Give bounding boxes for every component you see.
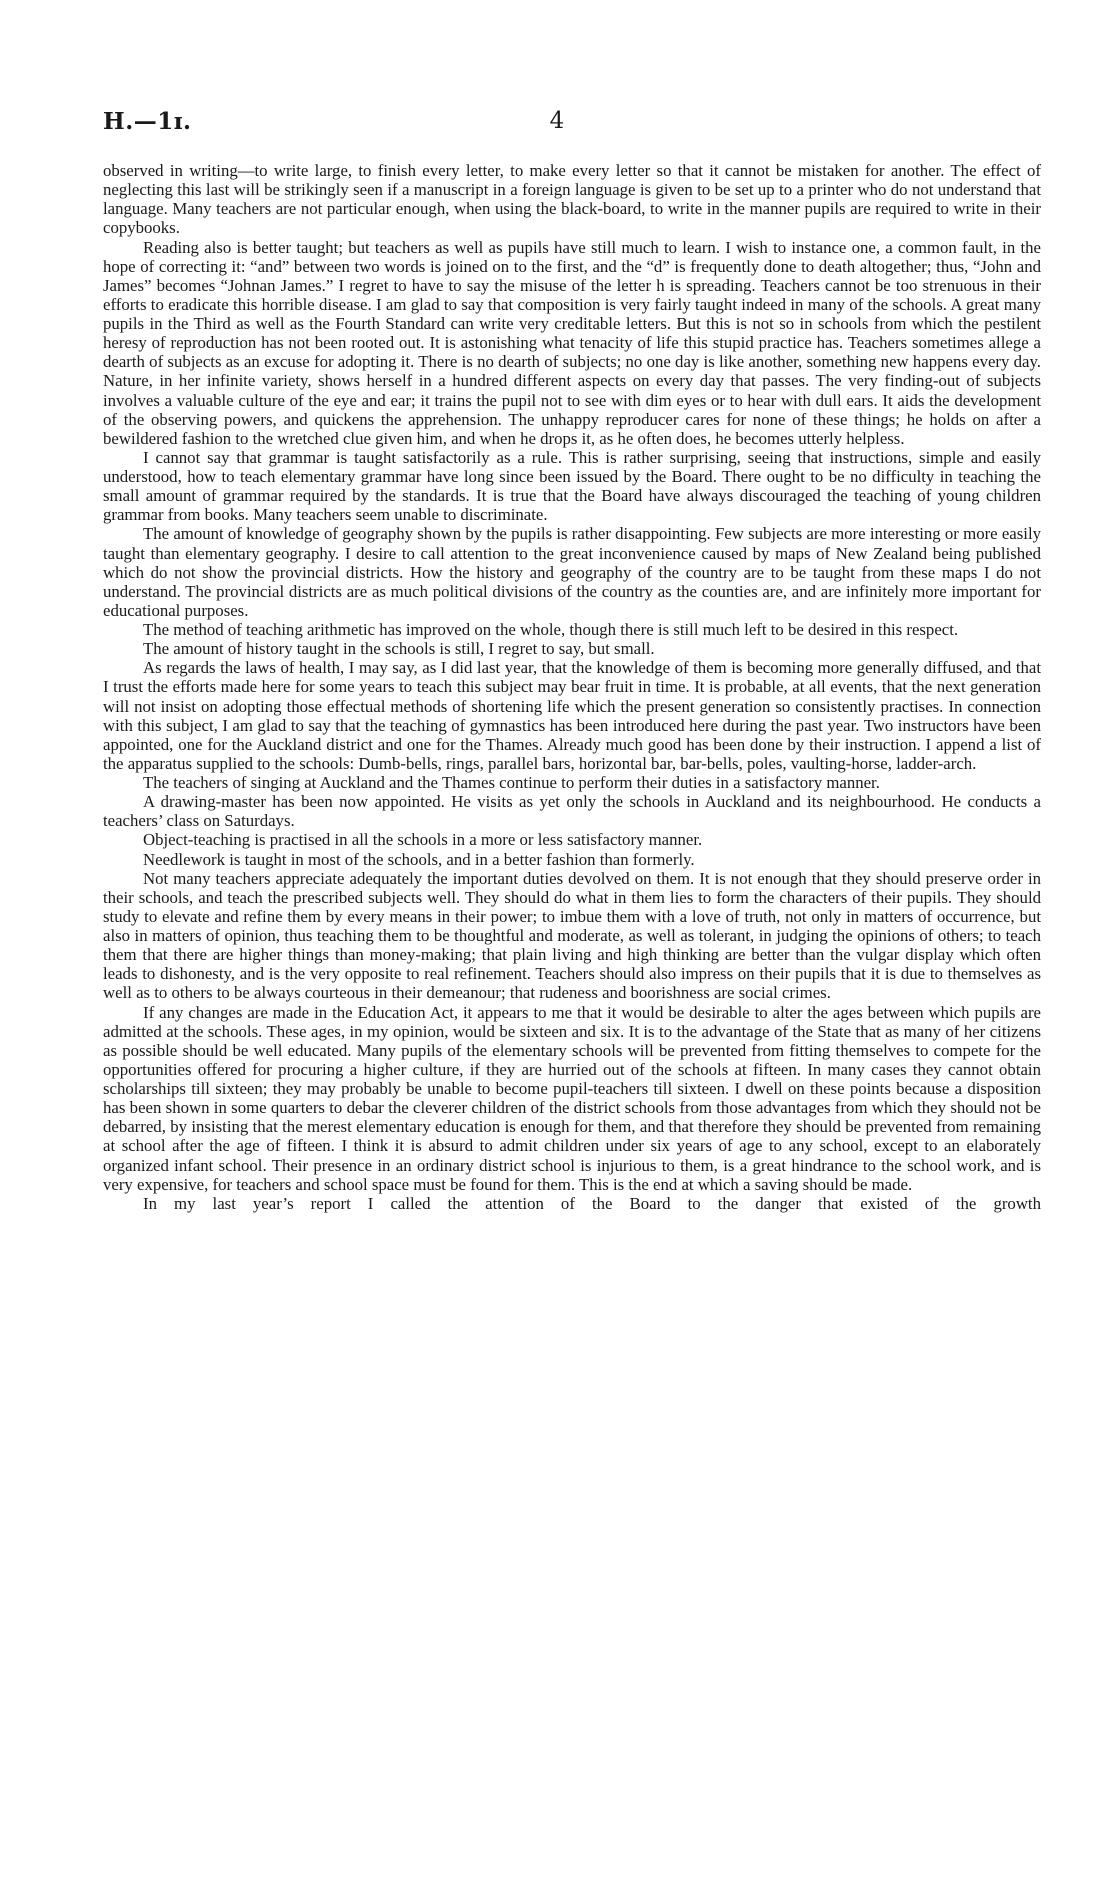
- paragraph-last-report: In my last year’s report I called the attention of the Board to the danger that existed of the growth: [143, 1193, 1041, 1213]
- paragraph-grammar: I cannot say that grammar is taught satisfactorily as a rule. This is rather surprising, seeing that instructions, simple and easily understood, how to teach elementary grammar have long since been issued by the Board. There ought to be no difficulty in teaching the small amount of grammar required by the standards. It is true that the Board have always discouraged the teaching of young children grammar from books. Many teachers seem unable to discriminate.: [103, 447, 1041, 525]
- page-number: 4: [549, 108, 565, 134]
- paragraph-teachers-duties: Not many teachers appreciate adequately the important duties devolved on them. It is not enough that they should preserve order in their schools, and teach the prescribed subjects well. They should do what in them lies to form the characters of their pupils. They should study to elevate and refine them by every means in their power; to imbue them with a love of truth, not only in matters of occurrence, but also in matters of opinion, thus teaching them to be thoughtful and moderate, as well as tolerant, in judging the opinions of others; to teach them that there are higher things than money-making; that plain living and high thinking are better than the vulgar display which often leads to dishonesty, and is the very opposite to real refinement. Teachers should also impress on their pupils that it is due to themselves as well as to others to be always courteous in their demeanour; that rudeness and boorishness are social crimes.: [103, 868, 1041, 1003]
- paragraph-geography: The amount of knowledge of geography shown by the pupils is rather disappointing. Few subjects are more interesting or more easily taught than elementary geography. I desire to call attention to the great inconvenience caused by maps of New Zealand being published which do not show the provincial districts. How the history and geography of the country are to be taught from these maps I do not understand. The provincial districts are as much political divisions of the country as the counties are, and are infinitely more important for educational purposes.: [103, 524, 1041, 620]
- paragraph-singing: The teachers of singing at Auckland and the Thames continue to perform their duties in a satisfactory manner.: [143, 773, 880, 792]
- series-code: H.—1ɪ.: [103, 108, 192, 135]
- paragraph-admission-ages: If any changes are made in the Education Act, it appears to me that it would be desirable to alter the ages between which pupils are admitted at the schools. These ages, in my opinion, would be sixteen and six. It is to the advantage of the State that as many of her citizens as possible should be well educated. Many pupils of the elementary schools will be prevented from fitting themselves to compete for the opportunities offered for procuring a higher culture, if they are hurried out of the schools at fifteen. In many cases they cannot obtain scholarships till sixteen; they may probably be unable to become pupil-teachers till sixteen. I dwell on these points because a disposition has been shown in some quarters to debar the cleverer children of the district schools from those advantages from which they should not be debarred, by insisting that the merest elementary education is enough for them, and that therefore they should be prevented from remaining at school after the age of fifteen. I think it is absurd to admit children under six years of age to any school, except to an elaborately organized infant school. Their presence in an ordinary district school is injurious to them, is a great hindrance to the school work, and is very expensive, for teachers and school space must be found for them. This is the end at which a saving should be made.: [103, 1002, 1041, 1194]
- paragraph-needlework: Needlework is taught in most of the schools, and in a better fashion than formerly.: [143, 849, 695, 869]
- body-text: [103, 161, 1041, 1213]
- paragraph-history: The amount of history taught in the schools is still, I regret to say, but small.: [143, 639, 655, 659]
- paragraph-handwriting: observed in writing—to write large, to finish every letter, to make every letter so that it cannot be mistaken for another. The effect of neglecting this last will be strikingly seen if a manuscript in a foreign language is given to be set up to a printer who do not understand that language. Many teachers are not particular enough, when using the black-board, to write in the manner pupils are required to write in their copybooks.: [103, 161, 1041, 238]
- paragraph-object-teaching: Object-teaching is practised in all the schools in a more or less satisfactory manner.: [143, 830, 703, 850]
- paragraph-reading: Reading also is better taught; but teachers as well as pupils have still much to learn. I wish to instance one, a common fault, in the hope of correcting it: “and” between two words is joined on to the first, and the “d” is frequently done to death altogether; thus, “John and James” becomes “Johnan James.” I regret to have to say the misuse of the letter h is spreading. Teachers cannot be too strenuous in their efforts to eradicate this horrible disease. I am glad to say that composition is very fairly taught indeed in many of the schools. A great many pupils in the Third as well as the Fourth Standard can write very creditable letters. But this is not so in schools from which the pestilent heresy of reproduction has not been rooted out. It is astonishing what tenacity of life this stupid practice has. Teachers sometimes allege a dearth of subjects as an excuse for adopting it. There is no dearth of subjects; no one day is like another, something new happens every day. Nature, in her infinite variety, shows herself in a hundred different aspects on every day that passes. The very finding-out of subjects involves a valuable culture of the eye and ear; it trains the pupil not to see with dim eyes or to hear with dull ears. It aids the development of the observing powers, and quickens the apprehension. The unhappy reproducer cares for none of these things; he holds on after a bewildered fashion to the wretched clue given him, and when he drops it, as he often does, he becomes utterly helpless.: [103, 237, 1041, 448]
- paragraph-drawing: A drawing-master has been now appointed. He visits as yet only the schools in Auckland and its neighbourhood. He conducts a teachers’ class on Saturdays.: [103, 792, 1041, 831]
- paragraph-health: As regards the laws of health, I may say, as I did last year, that the knowledge of them is becoming more generally diffused, and that I trust the efforts made here for some years to teach this subject may bear fruit in time. It is probable, at all events, that the next generation will not insist on adopting those effectual methods of shortening life which the present generation so consistently practises. In connection with this subject, I am glad to say that the teaching of gymnastics has been introduced here during the past year. Two instructors have been appointed, one for the Auckland district and one for the Thames. Already much good has been done by their instruction. I append a list of the apparatus supplied to the schools: Dumb-bells, rings, parallel bars, horizontal bar, bar-bells, poles, vaulting-horse, ladder-arch.: [103, 658, 1041, 773]
- paragraph-arithmetic: The method of teaching arithmetic has improved on the whole, though there is still much left to be desired in this respect.: [143, 620, 959, 639]
- page-header: [103, 108, 1011, 138]
